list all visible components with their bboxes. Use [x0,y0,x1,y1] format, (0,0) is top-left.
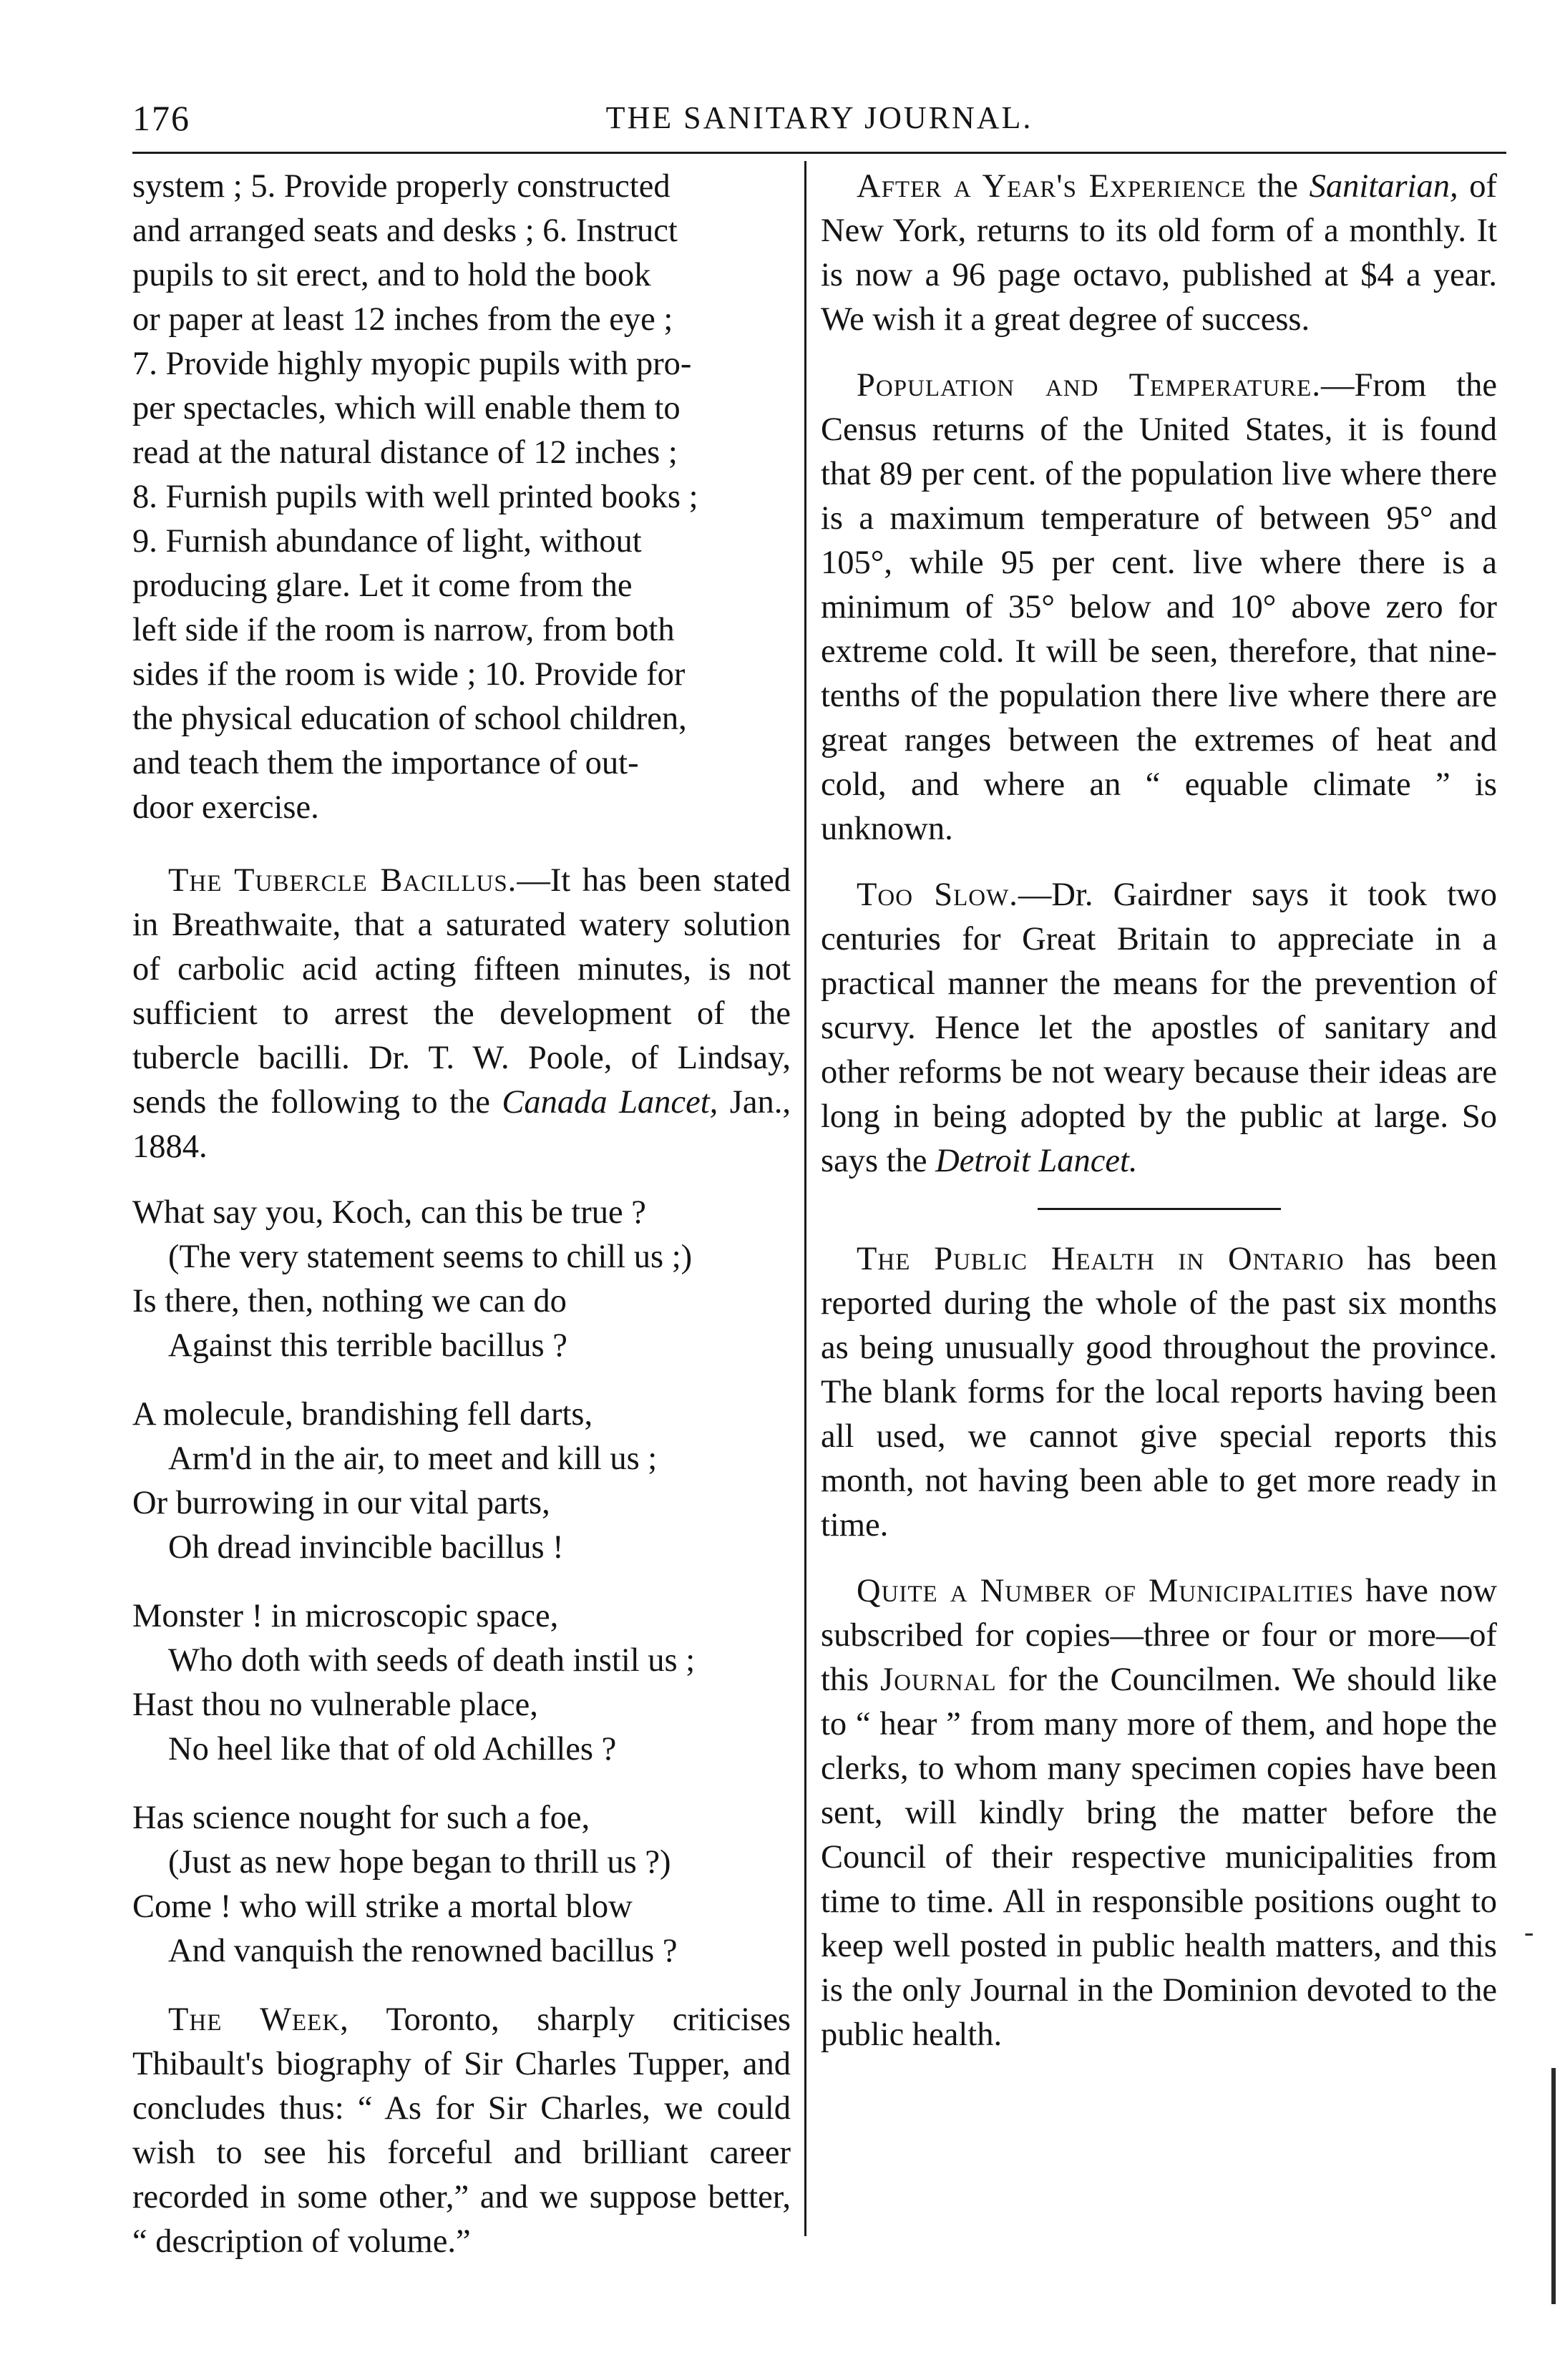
poem-line: Who doth with seeds of death instil us ; [168,1642,696,1679]
paragraph-text: Toronto, sharply criticises Thibault's biography of Sir Charles Tupper, and concludes thus: “ As for Sir Charles, we could wish to see his forceful and brilliant career recorded in some other,” and we suppose better, “ description of volume.” [132,2001,791,2260]
tubercle-bacillus-paragraph [132,859,791,1169]
poem-stanza [132,1796,791,1974]
paragraph-text: the [1246,168,1310,205]
paragraph-text: of New York, returns to its old form of a monthly. It is now a 96 page octavo, published at $4 a year. We wish it a great degree of success. [821,168,1497,338]
page-edge-shadow [1551,2068,1556,2304]
paragraph-text: Jan., 1884. [132,1084,791,1165]
text-line: 7. Provide highly myopic pupils with pro- [132,346,692,382]
poem-stanza [132,1594,791,1772]
header-rule [132,152,1506,154]
section-heading: Population and Temperature. [857,367,1321,404]
section-heading: Quite a Number of Municipalities [857,1573,1354,1609]
paragraph-text: —It has been stated in Breathwaite, that a saturated watery solution of carbolic acid acting fifteen minutes, is not sufficient to arrest the development of the tubercle bacilli. Dr. T. W. Poole, of Lindsay, sends the following to the [132,862,791,1121]
left-column [132,165,791,2264]
poem-line: Oh dread invincible bacillus ! [168,1529,564,1566]
poem-line: What say you, Koch, can this be true ? [132,1194,646,1231]
page-number: 176 [132,98,190,138]
paragraph-text: has been reported during the whole of the past six months as being unusually good throughout the province. The blank forms for the local reports having been all used, we cannot give special reports this month, not having been able to get more ready in time. [821,1241,1497,1543]
section-heading: After a Year's Experience [857,168,1247,205]
section-heading: The Week, [168,2001,349,2038]
public-health-ontario-paragraph [821,1237,1497,1548]
text-line: per spectacles, which will enable them to [132,390,681,426]
text-line: sides if the room is wide ; 10. Provide for [132,656,686,693]
paragraph-text: for the Councilmen. We should like to “ hear ” from many more of them, and hope the clerks, to whom many specimen copies have been sent, will kindly bring the matter before the Council of their respective municipalities from time to time. All in responsible positions ought to keep well posted in public health matters, and this is the only Journal in the Dominion devoted to the public health. [821,1662,1497,2053]
publication-name: Sanitarian, [1309,168,1458,205]
poem-line: Come ! who will strike a mortal blow [132,1888,633,1925]
poem-line: Against this terrible bacillus ? [168,1327,567,1364]
paragraph-text: have now subscribed for copies—three or four or more—of this [821,1573,1497,1698]
margin-mark: - [1524,1916,1534,1948]
column-rule [804,161,806,2236]
section-divider [1038,1208,1281,1210]
text-line: and arranged seats and desks ; 6. Instruct [132,213,678,249]
too-slow-paragraph [821,873,1497,1184]
poem-stanza [132,1191,791,1368]
poem [132,1191,791,1974]
section-heading: The Public Health in Ontario [857,1241,1345,1277]
poem-line: No heel like that of old Achilles ? [168,1731,617,1767]
poem-line: And vanquish the renowned bacillus ? [168,1933,678,1969]
section-heading: Too Slow. [857,877,1018,913]
text-line: system ; 5. Provide properly constructed [132,168,671,205]
text-line: pupils to sit erect, and to hold the book [132,257,651,293]
right-column [821,165,1497,2057]
text-line: and teach them the importance of out- [132,745,639,781]
population-temperature-paragraph [821,364,1497,852]
poem-stanza [132,1393,791,1570]
source-title: Detroit Lancet. [935,1143,1138,1179]
section-heading: The Tubercle Bacillus. [168,862,517,899]
school-hygiene-continuation [132,165,791,830]
text-line: left side if the room is narrow, from both [132,612,675,648]
text-line: 8. Furnish pupils with well printed books ; [132,479,698,515]
source-title: Canada Lancet, [502,1084,718,1121]
municipalities-paragraph [821,1569,1497,2057]
journal-name: Journal [880,1662,997,1698]
running-head [132,93,1506,143]
poem-line: Monster ! in microscopic space, [132,1598,559,1634]
poem-line: Has science nought for such a foe, [132,1800,590,1836]
poem-line: Or burrowing in our vital parts, [132,1485,550,1521]
poem-line: (Just as new hope began to thrill us ?) [168,1844,671,1881]
poem-line: Is there, then, nothing we can do [132,1283,567,1320]
text-line: the physical education of school children, [132,701,687,737]
sanitarian-paragraph [821,165,1497,342]
poem-line: Arm'd in the air, to meet and kill us ; [168,1440,658,1477]
text-line: read at the natural distance of 12 inches ; [132,434,678,471]
poem-line: (The very statement seems to chill us ;) [168,1239,693,1275]
poem-line: A molecule, brandishing fell darts, [132,1396,593,1433]
paragraph-text: —Dr. Gairdner says it took two centuries for Great Britain to appreciate in a practical manner the means for the prevention of scurvy. Hence let the apostles of sanitary and other reforms be not weary because their ideas are long in being adopted by the public at large. So says the [821,877,1497,1179]
poem-line: Hast thou no vulnerable place, [132,1687,538,1723]
the-week-paragraph [132,1998,791,2264]
text-line: or paper at least 12 inches from the eye ; [132,301,673,338]
text-line: door exercise. [132,789,319,826]
paragraph-text: —From the Census returns of the United States, it is found that 89 per cent. of the population live where there is a maximum temperature of between 95° and 105°, while 95 per cent. live where there is a minimum of 35° below and 10° above zero for extreme cold. It will be seen, therefore, that nine-tenths of the population there live where there are great ranges between the extremes of heat and cold, and where an “ equable climate ” is unknown. [821,367,1497,847]
journal-title: THE SANITARY JOURNAL. [605,100,1033,135]
text-line: 9. Furnish abundance of light, without [132,523,642,560]
text-line: producing glare. Let it come from the [132,567,633,604]
